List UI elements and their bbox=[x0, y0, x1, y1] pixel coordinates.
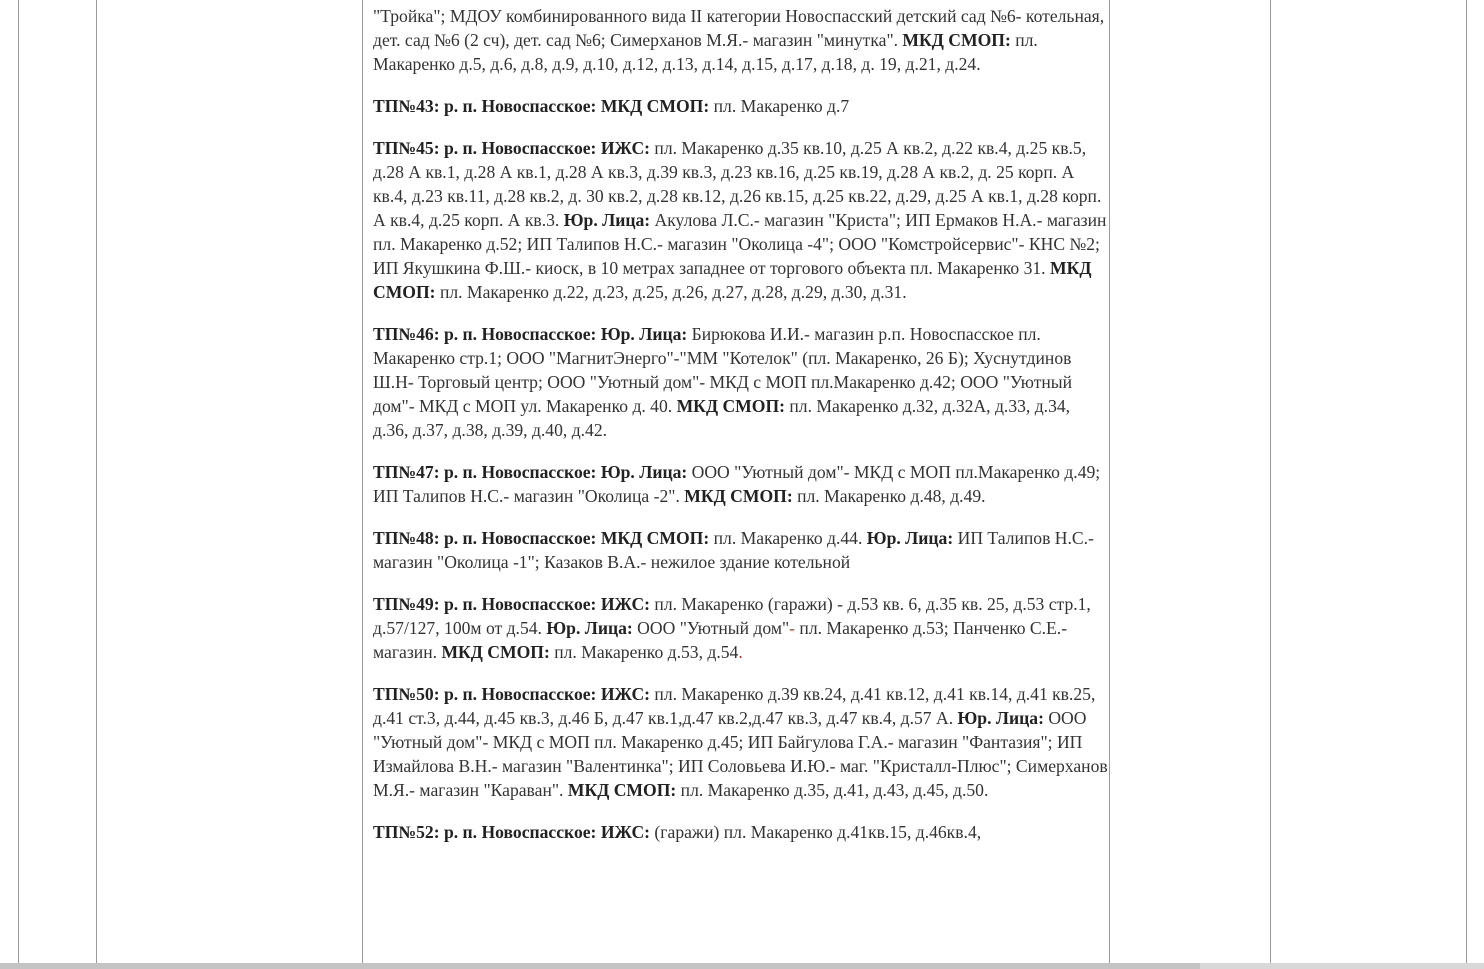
bold-heading-text: МКД СМОП: bbox=[373, 258, 1092, 302]
bold-heading-text: МКД СМОП: bbox=[676, 396, 785, 416]
body-text: пл. Макаренко д.32, д.32А, д.33, д.34, д.36, д.37, д.38, д.39, д.40, д.42. bbox=[373, 396, 1071, 440]
bold-heading-text: ТП№48: р. п. Новоспасское: МКД СМОП: bbox=[373, 528, 710, 548]
body-text: пл. Макаренко д.44. bbox=[709, 528, 867, 548]
body-text: пл. Макаренко д.48, д.49. bbox=[792, 486, 986, 506]
body-text: пл. Макаренко д.39 кв.24, д.41 кв.12, д.41 кв.14, д.41 кв.25, д.41 ст.3, д.44, д.45 кв.3, д.46 Б, д.47 кв.1,д.47 кв.2,д.47 кв.3, д.47 кв.4, д.57 А. bbox=[373, 684, 1096, 728]
document-cell-content bbox=[373, 4, 1108, 862]
bold-heading-text: Юр. Лица: bbox=[563, 210, 651, 230]
body-text: пл. Макаренко (гаражи) - д.53 кв. 6, д.35 кв. 25, д.53 стр.1, д.57/127, 100м от д.54. bbox=[373, 594, 1091, 638]
body-text: пл. Макаренко д.22, д.23, д.25, д.26, д.27, д.28, д.29, д.30, д.31. bbox=[435, 282, 907, 302]
substation-entry bbox=[373, 820, 1108, 844]
bold-heading-text: ТП№43: р. п. Новоспасское: МКД СМОП: bbox=[373, 96, 710, 116]
body-text: ООО "Уютный дом"- МКД с МОП пл. Макаренко д.45; ИП Байгулова Г.А.- магазин "Фантазия"; ИП Измайлова В.Н.- магазин "Валентинка"; ИП Соловьева И.Ю.- маг. "Кристалл-Плюс"; Симерханов М.Я.- магазин "Караван". bbox=[373, 708, 1108, 800]
bold-heading-text: ТП№52: р. п. Новоспасское: ИЖС: bbox=[373, 822, 651, 842]
bold-heading-text: ТП№50: р. п. Новоспасское: ИЖС: bbox=[373, 684, 651, 704]
bold-heading-text: МКД СМОП: bbox=[684, 486, 793, 506]
bold-heading-text: ТП№46: р. п. Новоспасское: Юр. Лица: bbox=[373, 324, 688, 344]
body-text: пл. Макаренко д.35 кв.10, д.25 А кв.2, д.22 кв.4, д.25 кв.5, д.28 А кв.1, д.28 А кв.1, д.28 А кв.3, д.39 кв.3, д.23 кв.16, д.25 кв.19, д.28 А кв.2, д. 25 корп. А кв.4, д.23 кв.11, д.28 кв.2, д. 30 кв.2, д.28 кв.12, д.26 кв.15, д.25 кв.22, д.29, д.25 А кв.1, д.28 корп. А кв.4, д.25 корп. А кв.3. bbox=[373, 138, 1102, 230]
body-text: Бирюкова И.И.- магазин р.п. Новоспасское пл. Макаренко стр.1; ООО "МагнитЭнерго"-"ММ "Котелок" (пл. Макаренко, 26 Б); Хуснутдинов Ш.Н- Торговый центр; ООО "Уютный дом"- МКД с МОП пл.Макаренко д.42; ООО "Уютный дом"- МКД с МОП ул. Макаренко д. 40. bbox=[373, 324, 1073, 416]
body-text: ООО "Уютный дом" bbox=[632, 618, 790, 638]
table-border-content-left bbox=[362, 0, 363, 969]
body-text: ИП Талипов Н.С.- магазин "Околица -1"; Казаков В.А.- нежилое здание котельной bbox=[373, 528, 1094, 572]
body-text: "Тройка"; МДОУ комбинированного вида II категории Новоспасский детский сад №6- котельная, дет. сад №6 (2 сч), дет. сад №6; Симерханов М.Я.- магазин "минутка". bbox=[373, 6, 1105, 50]
substation-entry bbox=[373, 592, 1108, 664]
body-text: Акулова Л.С.- магазин "Криста"; ИП Ермаков Н.А.- магазин пл. Макаренко д.52; ИП Талипов Н.С.- магазин "Околица -4"; ООО "Комстройсервис"- КНС №2; ИП Якушкина Ф.Ш.- киоск, в 10 метрах западнее от торгового объекта пл. Макаренко 31. bbox=[373, 210, 1107, 278]
bold-heading-text: ТП№47: р. п. Новоспасское: Юр. Лица: bbox=[373, 462, 688, 482]
table-border-left-outer bbox=[18, 0, 19, 969]
red-punctuation: - bbox=[789, 618, 796, 638]
substation-entry bbox=[373, 682, 1108, 802]
bold-heading-text: МКД СМОП: bbox=[441, 642, 550, 662]
substation-entry bbox=[373, 4, 1108, 76]
bold-heading-text: Юр. Лица: bbox=[546, 618, 633, 638]
body-text: пл. Макаренко д.35, д.41, д.43, д.45, д.50. bbox=[676, 780, 989, 800]
bold-heading-text: МКД СМОП: bbox=[567, 780, 677, 800]
body-text: пл. Макаренко д.5, д.6, д.8, д.9, д.10, д.12, д.13, д.14, д.15, д.17, д.18, д. 19, д.21, д.24. bbox=[373, 30, 1038, 74]
substation-entry bbox=[373, 460, 1108, 508]
substation-entry bbox=[373, 136, 1108, 304]
substation-entry bbox=[373, 94, 1108, 118]
horizontal-scrollbar-thumb[interactable] bbox=[0, 963, 1200, 969]
body-text: пл. Макаренко д.53; Панченко С.Е.- магазин. bbox=[373, 618, 1068, 662]
bold-heading-text: ТП№45: р. п. Новоспасское: ИЖС: bbox=[373, 138, 651, 158]
bold-heading-text: Юр. Лица: bbox=[866, 528, 954, 548]
table-border-right-inner bbox=[1270, 0, 1271, 969]
bold-heading-text: Юр. Лица: bbox=[957, 708, 1044, 728]
substation-entry bbox=[373, 322, 1108, 442]
table-border-content-right bbox=[1109, 0, 1110, 969]
table-border-left-inner bbox=[96, 0, 97, 969]
body-text: ООО "Уютный дом"- МКД с МОП пл.Макаренко д.49; ИП Талипов Н.С.- магазин "Околица -2". bbox=[373, 462, 1101, 506]
body-text: (гаражи) пл. Макаренко д.41кв.15, д.46кв.4, bbox=[650, 822, 982, 842]
bold-heading-text: ТП№49: р. п. Новоспасское: ИЖС: bbox=[373, 594, 651, 614]
body-text: пл. Макаренко д.53, д.54 bbox=[549, 642, 739, 662]
table-border-right-outer bbox=[1466, 0, 1467, 969]
body-text: пл. Макаренко д.7 bbox=[709, 96, 850, 116]
substation-entry bbox=[373, 526, 1108, 574]
red-punctuation: . bbox=[738, 642, 743, 662]
bold-heading-text: МКД СМОП: bbox=[902, 30, 1011, 50]
